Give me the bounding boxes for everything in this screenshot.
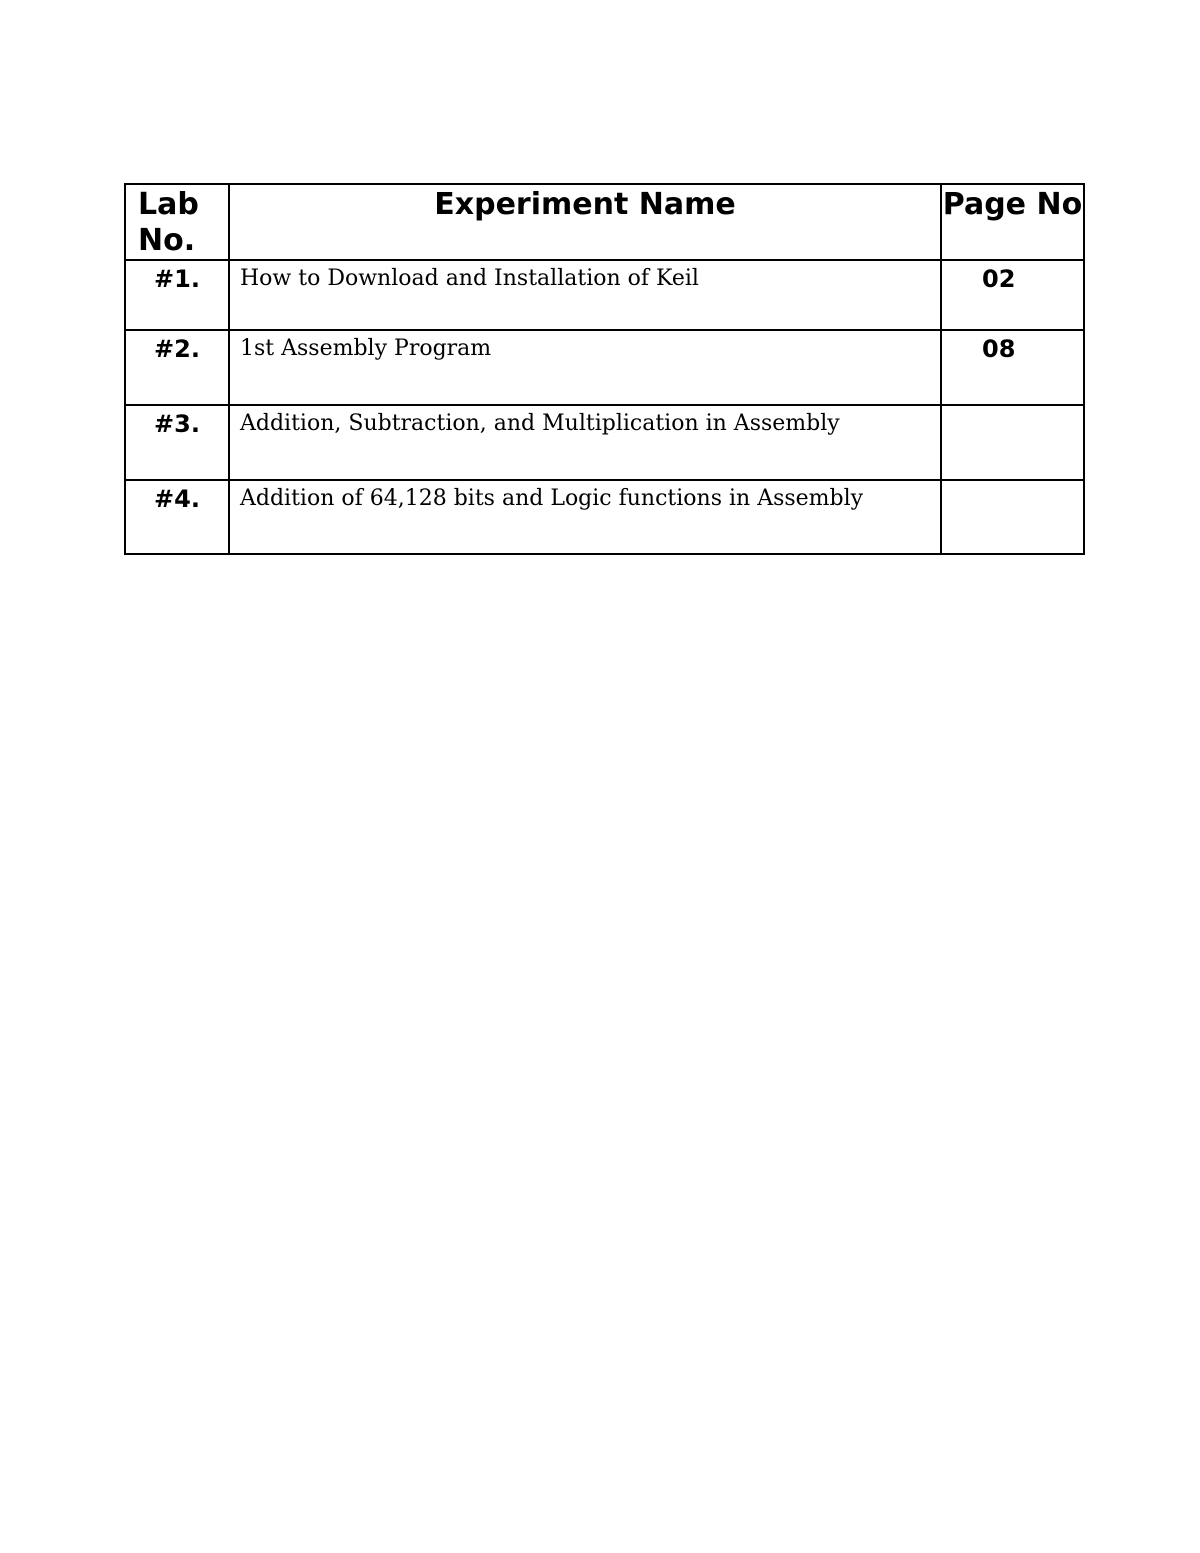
- page-number-cell: [941, 405, 1084, 480]
- lab-number-cell: #4.: [125, 480, 229, 554]
- page-number-cell: 02: [941, 260, 1084, 330]
- page-number-cell: 08: [941, 330, 1084, 405]
- experiment-name-cell: 1st Assembly Program: [229, 330, 941, 405]
- lab-index-table: [124, 183, 1085, 555]
- table-row: [125, 480, 1084, 554]
- lab-number-cell: #3.: [125, 405, 229, 480]
- table-row: [125, 405, 1084, 480]
- experiment-name-cell: Addition, Subtraction, and Multiplication in Assembly: [229, 405, 941, 480]
- page-number-cell: [941, 480, 1084, 554]
- table-row: [125, 330, 1084, 405]
- lab-number-cell: #2.: [125, 330, 229, 405]
- table-header-row: [125, 184, 1084, 260]
- lab-number-cell: #1.: [125, 260, 229, 330]
- experiment-name-cell: How to Download and Installation of Keil: [229, 260, 941, 330]
- experiment-name-cell: Addition of 64,128 bits and Logic functions in Assembly: [229, 480, 941, 554]
- header-lab-no: Lab No.: [125, 184, 229, 260]
- table-row: [125, 260, 1084, 330]
- header-experiment-name: Experiment Name: [229, 184, 941, 260]
- header-page-no: Page No: [941, 184, 1084, 260]
